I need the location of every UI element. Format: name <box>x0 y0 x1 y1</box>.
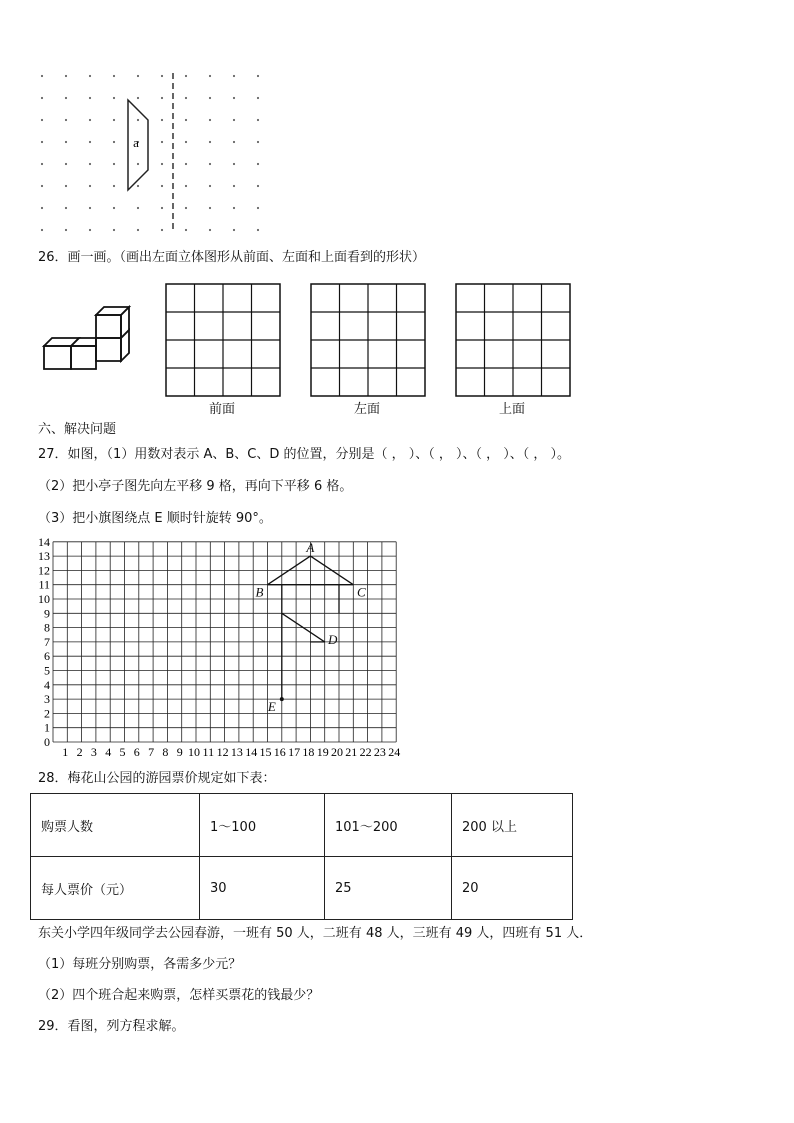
y-axis-labels <box>38 537 50 749</box>
grid-dot <box>137 207 139 209</box>
q28-sub2: （2）四个班合起来购票，怎样买票花的钱最少？ <box>38 988 320 1003</box>
grid-dot <box>89 141 91 143</box>
y-tick-label: 5 <box>44 663 50 678</box>
grid-dot <box>161 97 163 99</box>
grid-dot <box>185 207 187 209</box>
grid-dot <box>161 141 163 143</box>
y-tick-label: 9 <box>44 606 50 621</box>
grid-dot <box>257 119 259 121</box>
x-tick-label: 5 <box>119 745 126 759</box>
grid-dot <box>65 141 67 143</box>
x-tick-label: 3 <box>90 745 97 759</box>
grid-dot <box>113 97 115 99</box>
table-cell: 购票人数 <box>31 794 200 857</box>
table-cell: 30 <box>200 857 325 920</box>
grid-dot <box>41 75 43 77</box>
grid-dot <box>185 141 187 143</box>
y-tick-label: 3 <box>44 692 50 707</box>
grid-dot <box>65 97 67 99</box>
y-tick-label: 13 <box>38 549 50 564</box>
grid-dot <box>89 207 91 209</box>
y-tick-label: 7 <box>44 634 50 649</box>
grid-dot <box>257 97 259 99</box>
grid-dot <box>41 229 43 231</box>
grid-dot <box>41 119 43 121</box>
grid-dot <box>161 207 163 209</box>
grid-dot <box>89 75 91 77</box>
x-tick-label: 9 <box>176 745 183 759</box>
grid-dot <box>185 185 187 187</box>
grid-dot <box>209 75 211 77</box>
grid-dot <box>185 97 187 99</box>
grid-dot <box>65 163 67 165</box>
grid-dot <box>257 185 259 187</box>
table-cell: 每人票价（元） <box>31 857 200 920</box>
section6-title: 六、解决问题 <box>38 422 117 437</box>
y-tick-label: 8 <box>44 620 50 635</box>
x-tick-label: 21 <box>345 745 358 759</box>
grid-dot <box>65 185 67 187</box>
grid-dot <box>137 119 139 121</box>
grid-dot <box>89 119 91 121</box>
x-tick-label: 22 <box>359 745 372 759</box>
x-tick-label: 1 <box>62 745 69 759</box>
price-table <box>30 793 573 920</box>
grid-dot <box>137 75 139 77</box>
x-tick-label: 18 <box>302 745 315 759</box>
grid-dot <box>65 207 67 209</box>
grid-dot <box>41 141 43 143</box>
y-tick-label: 6 <box>44 649 50 664</box>
x-tick-label: 13 <box>230 745 243 759</box>
q28-sub1: （1）每班分别购票，各需多少元？ <box>38 957 242 972</box>
grid-dot <box>161 119 163 121</box>
y-tick-label: 2 <box>44 706 50 721</box>
grid-dot <box>209 141 211 143</box>
grid-dot <box>137 163 139 165</box>
grid-dot <box>233 75 235 77</box>
q29-text: 29．看图，列方程求解。 <box>38 1019 185 1034</box>
grid-dot <box>233 97 235 99</box>
point-label: E <box>267 699 276 715</box>
x-tick-label: 20 <box>331 745 343 759</box>
q27-line1: 27．如图，（1）用数对表示 A、B、C、D 的位置，分别是（ ， ）、（ ， ）、（ ， ）、（ ， ）。 <box>38 447 571 462</box>
y-tick-label: 14 <box>38 537 50 549</box>
grid-dot <box>41 97 43 99</box>
x-tick-label: 15 <box>259 745 272 759</box>
q28-title: 28．梅花山公园的游园票价规定如下表： <box>38 771 276 786</box>
x-tick-label: 2 <box>76 745 83 759</box>
grid-dot <box>233 185 235 187</box>
q27-line3: （3）把小旗图绕点 E 顺时针旋转 90°。 <box>38 511 272 526</box>
y-tick-label: 11 <box>38 577 50 592</box>
grid-dot <box>161 229 163 231</box>
caption-front: 前面 <box>208 402 235 417</box>
x-tick-label: 23 <box>373 745 386 759</box>
grid-dot <box>65 75 67 77</box>
dot-grid <box>41 75 259 231</box>
grid-front[interactable] <box>165 283 282 398</box>
x-tick-label: 8 <box>162 745 169 759</box>
grid-dot <box>113 119 115 121</box>
caption-top: 上面 <box>498 402 525 417</box>
grid-dot <box>257 207 259 209</box>
q26-text: 26．画一画。（画出左面立体图形从前面、左面和上面看到的形状） <box>38 250 426 265</box>
grid-dot <box>65 229 67 231</box>
grid-dot <box>41 207 43 209</box>
table-cell: 25 <box>325 857 452 920</box>
grid-dot <box>233 119 235 121</box>
grid-dot <box>113 75 115 77</box>
grid-dot <box>257 229 259 231</box>
grid-dot <box>89 97 91 99</box>
grid-dot <box>113 229 115 231</box>
grid-dot <box>161 163 163 165</box>
y-tick-label: 4 <box>44 677 50 692</box>
grid-dot <box>41 185 43 187</box>
grid-dot <box>89 163 91 165</box>
grid-dot <box>113 185 115 187</box>
q28-desc: 东关小学四年级同学去公园春游，一班有 50 人，二班有 48 人，三班有 49 人，四班有 51 人． <box>38 926 593 941</box>
dot-grid-figure <box>30 68 280 233</box>
grid-dot <box>209 229 211 231</box>
grid-dot <box>209 119 211 121</box>
table-cell: 1～100 <box>200 794 325 857</box>
shape-a-label: a <box>133 135 139 150</box>
point-label: C <box>356 584 366 600</box>
q27-line2: （2）把小亭子图先向左平移 9 格，再向下平移 6 格。 <box>38 479 353 494</box>
grid-dot <box>233 141 235 143</box>
grid-dot <box>209 207 211 209</box>
x-tick-label: 6 <box>133 745 140 759</box>
grid-left[interactable] <box>310 283 427 398</box>
y-tick-label: 12 <box>38 563 50 578</box>
x-tick-label: 16 <box>273 745 286 759</box>
grid-dot <box>185 119 187 121</box>
grid-top[interactable] <box>455 283 572 398</box>
grid-dot <box>137 97 139 99</box>
y-tick-label: 10 <box>38 592 50 606</box>
grid-dot <box>185 163 187 165</box>
grid-dot <box>113 141 115 143</box>
x-tick-label: 4 <box>105 745 112 759</box>
point-label: B <box>255 584 264 600</box>
x-tick-label: 19 <box>316 745 329 759</box>
y-tick-label: 0 <box>44 735 50 749</box>
x-tick-label: 24 <box>388 745 401 759</box>
caption-left: 左面 <box>353 402 380 417</box>
x-tick-label: 11 <box>202 745 215 759</box>
y-tick-label: 1 <box>44 720 50 735</box>
grid-dot <box>209 97 211 99</box>
x-axis-labels <box>62 745 400 759</box>
x-tick-label: 17 <box>288 745 301 759</box>
table-cell: 200 以上 <box>452 794 573 857</box>
grid-dot <box>161 75 163 77</box>
x-tick-label: 12 <box>216 745 229 759</box>
grid-dot <box>233 207 235 209</box>
grid-dot <box>185 229 187 231</box>
x-tick-label: 10 <box>188 745 200 759</box>
table-row <box>31 794 573 857</box>
grid-dot <box>113 163 115 165</box>
grid-dot <box>233 163 235 165</box>
x-tick-label: 7 <box>148 745 155 759</box>
grid-dot <box>65 119 67 121</box>
cube-stack-figure <box>40 303 135 373</box>
point-label: A <box>306 540 315 556</box>
grid-dot <box>209 185 211 187</box>
table-cell: 101～200 <box>325 794 452 857</box>
x-tick-label: 14 <box>245 745 258 759</box>
grid-dot <box>113 207 115 209</box>
coordinate-grid <box>30 537 410 762</box>
point-e-dot <box>280 697 284 701</box>
table-cell: 20 <box>452 857 573 920</box>
grid-dot <box>185 75 187 77</box>
grid-dot <box>233 229 235 231</box>
grid-dot <box>161 185 163 187</box>
grid-lines <box>53 542 396 742</box>
grid-dot <box>41 163 43 165</box>
grid-dot <box>137 229 139 231</box>
grid-dot <box>257 163 259 165</box>
grid-dot <box>137 185 139 187</box>
grid-dot <box>89 229 91 231</box>
grid-dot <box>257 141 259 143</box>
grid-dot <box>209 163 211 165</box>
grid-dot <box>257 75 259 77</box>
grid-dot <box>89 185 91 187</box>
point-label: D <box>328 631 338 647</box>
table-row <box>31 857 573 920</box>
